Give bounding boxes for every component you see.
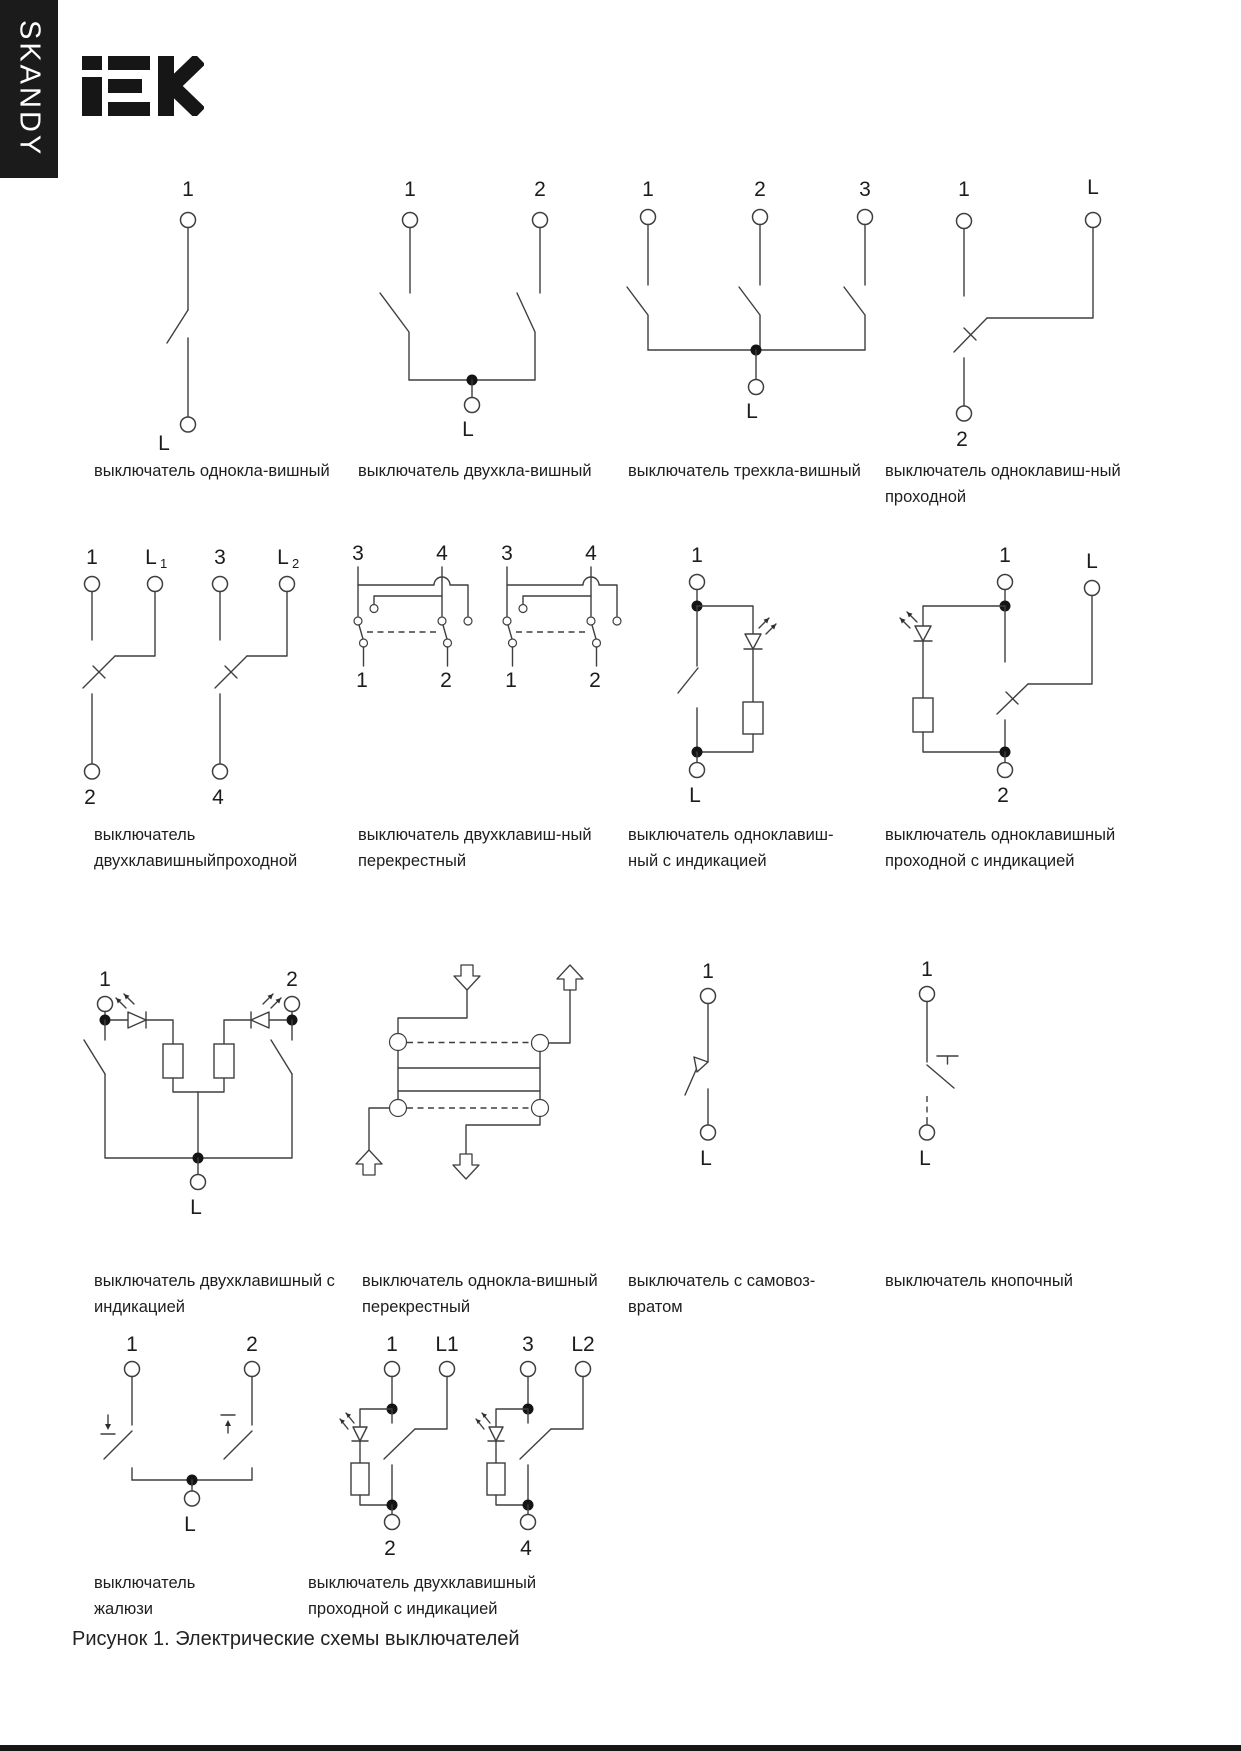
caption-push-button xyxy=(885,1268,1073,1294)
diagram-two-gang-switch-with-indicators xyxy=(70,960,360,1240)
terminal-label: 1 xyxy=(386,1333,398,1356)
caption-line: выключатель кнопочный xyxy=(885,1272,1073,1290)
terminal-label-subscript: 2 xyxy=(292,556,300,571)
caption-line: ный с индикацией xyxy=(628,852,767,870)
terminal-label: 1 xyxy=(404,178,416,201)
caption-one-gang-two-way xyxy=(885,458,1121,510)
terminal-label: 1 xyxy=(505,669,517,692)
caption-one-gang-indicator xyxy=(628,822,834,874)
diagram-shutter-switch xyxy=(70,1333,310,1568)
terminal-label: 4 xyxy=(585,542,597,565)
caption-line: выключатель двухклавишный с xyxy=(94,1272,335,1290)
caption-three-gang xyxy=(628,458,861,484)
terminal-label: 1 xyxy=(356,669,368,692)
wiring xyxy=(83,577,295,780)
page-bottom-edge xyxy=(0,1745,1241,1751)
caption-two-way-indicator xyxy=(885,822,1115,874)
terminal-label: 2 xyxy=(84,786,96,809)
terminal-label: 2 xyxy=(589,669,601,692)
caption-line: выключатель с самовоз- xyxy=(628,1272,816,1290)
terminal-label: 2 xyxy=(440,669,452,692)
caption-line: жалюзи xyxy=(94,1600,153,1618)
diagram-two-way-switch-with-indicator xyxy=(885,542,1165,842)
caption-momentary xyxy=(628,1268,815,1320)
diagram-momentary-switch xyxy=(640,958,780,1218)
terminal-label: 1 xyxy=(86,546,98,569)
terminal-label: 3 xyxy=(522,1333,534,1356)
wiring xyxy=(954,213,1101,422)
caption-two-gang-two-way xyxy=(94,822,297,874)
wiring xyxy=(920,987,959,1141)
caption-line: проходной с индикацией xyxy=(885,852,1075,870)
terminal-label: L xyxy=(700,1147,712,1170)
caption-line: проходной xyxy=(885,488,967,506)
diagram-push-button-switch xyxy=(845,958,1005,1218)
wiring xyxy=(900,575,1100,778)
wiring xyxy=(380,213,548,413)
terminal-label: 3 xyxy=(214,546,226,569)
caption-shutter xyxy=(94,1570,195,1622)
figure-caption: Рисунок 1. Электрические схемы выключателей xyxy=(72,1628,520,1650)
wiring xyxy=(627,210,873,395)
wiring xyxy=(685,989,716,1141)
terminal-label: 4 xyxy=(520,1537,532,1560)
caption-line: выключатель двухклавишный xyxy=(308,1574,537,1592)
wiring xyxy=(340,1362,455,1530)
wiring xyxy=(101,1362,260,1507)
arrow-down-icon xyxy=(454,965,480,990)
wiring xyxy=(678,575,776,778)
terminal-label: 1 xyxy=(702,960,714,983)
wiring xyxy=(356,965,583,1179)
terminal-label: L xyxy=(277,546,289,569)
terminal-label: 1 xyxy=(99,968,111,991)
caption-line: перекрестный xyxy=(358,852,467,870)
wiring xyxy=(503,567,621,666)
terminal-label: 1 xyxy=(182,178,194,201)
arrow-up-icon xyxy=(356,1150,382,1175)
skandy-banner-label: SKANDY xyxy=(13,20,46,158)
terminal-label: L1 xyxy=(435,1333,459,1356)
caption-one-gang xyxy=(94,458,330,484)
caption-line: двухклавишныйпроходной xyxy=(94,852,298,870)
caption-line: выключатель xyxy=(94,826,196,844)
terminal-label: 4 xyxy=(212,786,224,809)
terminal-label: L xyxy=(158,432,170,455)
terminal-label: L xyxy=(1086,550,1098,573)
caption-two-gang-two-way-indicators xyxy=(308,1570,536,1622)
caption-two-gang-intermediate xyxy=(358,822,592,874)
arrow-up-icon xyxy=(557,965,583,990)
terminal-label: 2 xyxy=(997,784,1009,807)
caption-line: выключатель трехкла-вишный xyxy=(628,462,861,480)
caption-line: выключатель однокла-вишный xyxy=(94,462,330,480)
terminal-label: 2 xyxy=(956,428,968,451)
terminal-label: 3 xyxy=(352,542,364,565)
caption-one-gang-intermediate xyxy=(362,1268,598,1320)
terminal-label: 2 xyxy=(246,1333,258,1356)
caption-line: выключатель двухклавиш-ный xyxy=(358,826,592,844)
diagram-three-gang-switch xyxy=(595,166,925,466)
caption-line: проходной с индикацией xyxy=(308,1600,498,1618)
terminal-label: 1 xyxy=(691,544,703,567)
terminal-label: L xyxy=(1087,176,1099,199)
terminal-label: 2 xyxy=(534,178,546,201)
terminal-label: 3 xyxy=(859,178,871,201)
caption-line: перекрестный xyxy=(362,1298,471,1316)
wiring xyxy=(476,1362,591,1530)
diagram-two-gang-two-way-switch xyxy=(60,542,340,842)
terminal-label: 2 xyxy=(384,1537,396,1560)
iek-logo-shapes xyxy=(82,56,200,116)
terminal-label: L xyxy=(746,400,758,423)
diagram-two-gang-two-way-switch-with-indicators xyxy=(320,1333,620,1578)
diagram-one-gang-switch-with-indicator xyxy=(625,542,815,832)
terminal-label: 4 xyxy=(436,542,448,565)
terminal-label: 1 xyxy=(642,178,654,201)
caption-two-gang xyxy=(358,458,592,484)
wiring xyxy=(167,213,196,433)
terminal-label: L xyxy=(145,546,157,569)
caption-line: выключатель одноклавиш-ный xyxy=(885,462,1121,480)
caption-two-gang-indicators xyxy=(94,1268,335,1320)
iek-logo-icon xyxy=(82,56,204,116)
terminal-label: 2 xyxy=(286,968,298,991)
diagram-one-gang-two-way-switch xyxy=(900,166,1170,476)
terminal-label: L xyxy=(190,1196,202,1219)
diagram-one-gang-switch xyxy=(120,166,260,466)
diagram-shutter-intermediate-switch xyxy=(340,958,600,1203)
caption-line: выключатель двухкла-вишный xyxy=(358,462,592,480)
terminal-label: 3 xyxy=(501,542,513,565)
terminal-label: 1 xyxy=(958,178,970,201)
wiring xyxy=(354,567,472,666)
terminal-label: 1 xyxy=(921,958,933,981)
caption-line: вратом xyxy=(628,1298,683,1316)
caption-line: выключатель одноклавиш- xyxy=(628,826,834,844)
terminal-label: L xyxy=(689,784,701,807)
terminal-label: 2 xyxy=(754,178,766,201)
terminal-label: L2 xyxy=(571,1333,595,1356)
diagram-two-gang-intermediate-switch xyxy=(330,542,640,722)
skandy-side-banner xyxy=(0,0,58,178)
caption-line: выключатель однокла-вишный xyxy=(362,1272,598,1290)
terminal-label: 1 xyxy=(999,544,1011,567)
caption-line: выключатель xyxy=(94,1574,196,1592)
terminal-label: L xyxy=(462,418,474,441)
terminal-label: L xyxy=(184,1513,196,1536)
terminal-label-subscript: 1 xyxy=(160,556,168,571)
caption-line: выключатель одноклавишный xyxy=(885,826,1116,844)
caption-line: индикацией xyxy=(94,1298,185,1316)
terminal-label: 1 xyxy=(126,1333,138,1356)
diagram-two-gang-switch xyxy=(340,166,610,466)
terminal-label: L xyxy=(919,1147,931,1170)
wiring xyxy=(84,994,300,1190)
arrow-down-icon xyxy=(453,1154,479,1179)
